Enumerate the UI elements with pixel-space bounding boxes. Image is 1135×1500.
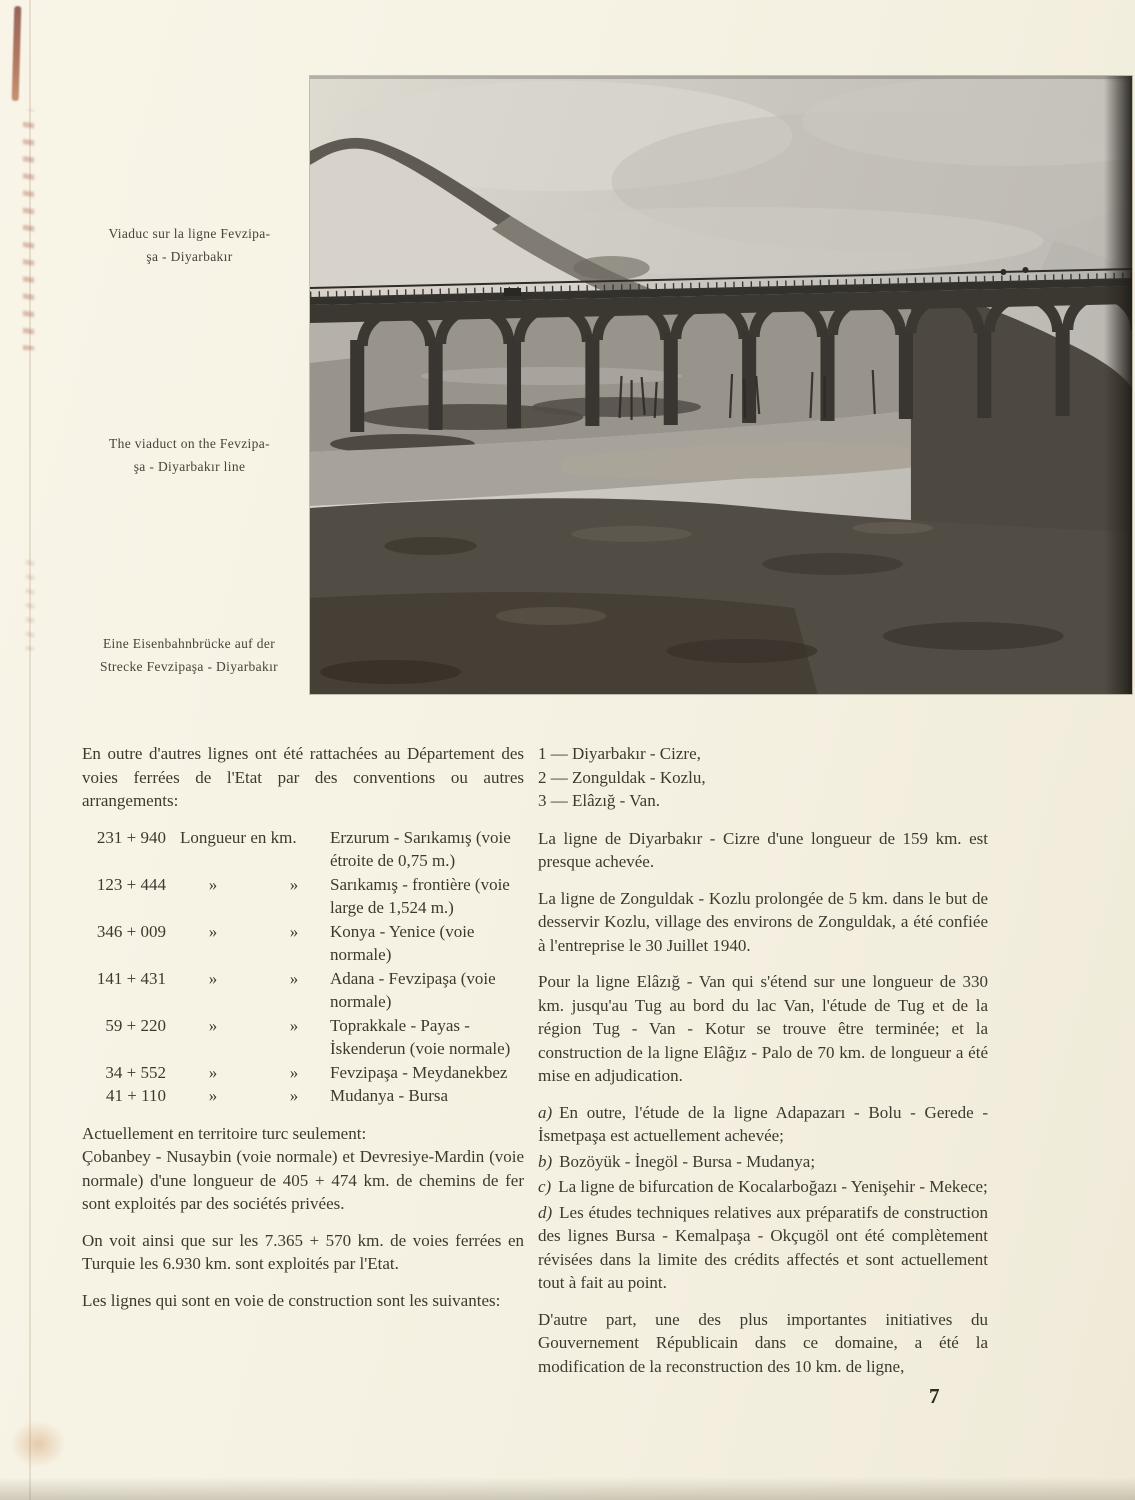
left-column xyxy=(82,742,524,1325)
table-row xyxy=(82,873,524,920)
list-item: 2 — Zonguldak - Kozlu, xyxy=(538,767,706,787)
row-ditto-mark: » xyxy=(289,1086,299,1105)
table-row xyxy=(82,1061,524,1085)
row-ditto-mark: » xyxy=(289,968,299,988)
zonguldak-kozlu-paragraph: La ligne de Zonguldak - Kozlu prolongée de 5 km. dans le but de desservir Kozlu, village des environs de Zonguldak, a été confiée à l'entreprise le 30 Juillet 1940. xyxy=(538,888,988,955)
item-marker: c) xyxy=(538,1177,552,1196)
row-line-name: Adana - Fevzipaşa (voie normale) xyxy=(330,968,496,1011)
row-ditto-mark: » xyxy=(208,1015,218,1035)
viaduct-photo xyxy=(310,76,1132,694)
row-ditto-mark: » xyxy=(208,874,218,894)
study-item-c xyxy=(538,1175,988,1199)
crease-stain-marks-lower xyxy=(26,560,34,650)
territory-heading: Actuellement en territoire turc seulement: xyxy=(82,1123,367,1143)
caption-german xyxy=(64,632,314,678)
table-row xyxy=(82,920,524,967)
railway-lines-table xyxy=(82,826,524,1108)
row-ditto-mark: » xyxy=(289,874,299,894)
row-ditto-mark: » xyxy=(208,1086,218,1105)
item-text: En outre, l'étude de la ligne Adapazarı - Bolu - Gerede - İsmetpaşa est actuellement achevée; xyxy=(538,1102,988,1145)
table-row xyxy=(82,1084,524,1108)
study-item-d xyxy=(538,1201,988,1295)
territory-paragraph: Çobanbey - Nusaybin (voie normale) et Devresiye-Mardin (voie normale) d'une longueur de 405 + 474 km. de chemins de fer sont exploités par des sociétés privées. xyxy=(82,1147,524,1213)
bottom-left-stain xyxy=(10,1420,66,1468)
row-line-name: Toprakkale - Payas - İskenderun (voie normale) xyxy=(330,1015,511,1058)
row-km-value: 34 + 552 xyxy=(105,1062,166,1082)
caption-english-line1: The viaduct on the Fevzipa- xyxy=(109,436,270,451)
row-ditto-mark: » xyxy=(289,1015,299,1035)
row-ditto-mark: » xyxy=(289,1062,299,1082)
government-initiative-paragraph: D'autre part, une des plus importantes initiatives du Gouvernement Républicain dans ce domaine, a été la modification de la reconstruction des 10 km. de ligne, xyxy=(538,1309,988,1376)
caption-french-line1: Viaduc sur la ligne Fevzipa- xyxy=(108,226,271,241)
item-text: La ligne de bifurcation de Kocalarboğazı - Yenişehir - Mekece; xyxy=(558,1177,988,1196)
row-km-value: 59 + 220 xyxy=(105,1015,166,1035)
caption-french xyxy=(72,222,307,268)
item-marker: d) xyxy=(538,1202,553,1222)
intro-paragraph: En outre d'autres lignes ont été rattachées au Département des voies ferrées de l'Etat par des conventions ou autres arrangements: xyxy=(82,744,524,810)
row-ditto-mark: » xyxy=(208,921,218,941)
page-bottom-shadow xyxy=(0,1477,1135,1500)
caption-german-line1: Eine Eisenbahnbrücke auf der xyxy=(102,636,276,651)
list-item: 3 — Elâzığ - Van. xyxy=(538,791,660,810)
row-km-value: 231 + 940 xyxy=(96,827,166,847)
page-number: 7 xyxy=(929,1384,940,1408)
row-km-value: 41 + 110 xyxy=(106,1086,166,1105)
item-text: Bozöyük - İnegöl - Bursa - Mudanya; xyxy=(559,1151,816,1171)
elazig-van-paragraph: Pour la ligne Elâzığ - Van qui s'étend sur une longueur de 330 km. jusqu'au Tug au bord du lac Van, l'étude de Tug et de la région Tug - Van - Kotur se trouve être terminée; et la construction de la ligne Elâğız - Palo de 70 km. de longueur a été mise en adjudication. xyxy=(538,972,988,1085)
row-line-name: Sarıkamış - frontière (voie large de 1,524 m.) xyxy=(330,874,510,917)
binding-ink-mark xyxy=(12,6,22,101)
construction-paragraph: Les lignes qui sont en voie de construction sont les suivantes: xyxy=(82,1290,501,1310)
caption-french-line2: şa - Diyarbakır xyxy=(146,249,233,264)
row-line-name: Konya - Yenice (voie normale) xyxy=(330,921,475,964)
item-marker: b) xyxy=(538,1151,553,1171)
row-unit-label: Longueur en km. xyxy=(180,827,297,847)
total-network-paragraph: On voit ainsi que sur les 7.365 + 570 km. de voies ferrées en Turquie les 6.930 km. sont exploités par l'Etat. xyxy=(82,1230,524,1273)
row-ditto-mark: » xyxy=(208,968,218,988)
caption-german-line2: Strecke Fevzipaşa - Diyarbakır xyxy=(99,659,279,674)
crease-stain-marks xyxy=(23,110,34,350)
right-column xyxy=(538,742,988,1391)
row-line-name: Fevzipaşa - Meydanekbez xyxy=(330,1062,508,1082)
item-text: Les études techniques relatives aux préparatifs de construction des lignes Bursa - Kemalpaşa - Okçugöl ont été complètement révisées dans la limite des crédits affectés et sont actuellement tout à fait au point. xyxy=(538,1202,988,1292)
row-ditto-mark: » xyxy=(208,1062,218,1082)
row-km-value: 346 + 009 xyxy=(96,921,166,941)
study-item-b xyxy=(538,1150,988,1174)
row-km-value: 123 + 444 xyxy=(96,874,166,894)
row-line-name: Erzurum - Sarıkamış (voie étroite de 0,75 m.) xyxy=(330,827,511,870)
row-line-name: Mudanya - Bursa xyxy=(330,1086,449,1105)
caption-english-line2: şa - Diyarbakır line xyxy=(133,459,246,474)
list-item: 1 — Diyarbakır - Cizre, xyxy=(538,744,701,763)
row-ditto-mark: » xyxy=(289,921,299,941)
item-marker: a) xyxy=(538,1102,553,1122)
row-km-value: 141 + 431 xyxy=(96,968,166,988)
table-row xyxy=(82,1014,524,1061)
study-item-a xyxy=(538,1101,988,1148)
table-row xyxy=(82,826,524,873)
caption-english xyxy=(72,432,307,478)
diyarbakir-cizre-paragraph: La ligne de Diyarbakır - Cizre d'une longueur de 159 km. est presque achevée. xyxy=(538,828,988,871)
construction-lines-list xyxy=(538,742,988,813)
table-row xyxy=(82,967,524,1014)
